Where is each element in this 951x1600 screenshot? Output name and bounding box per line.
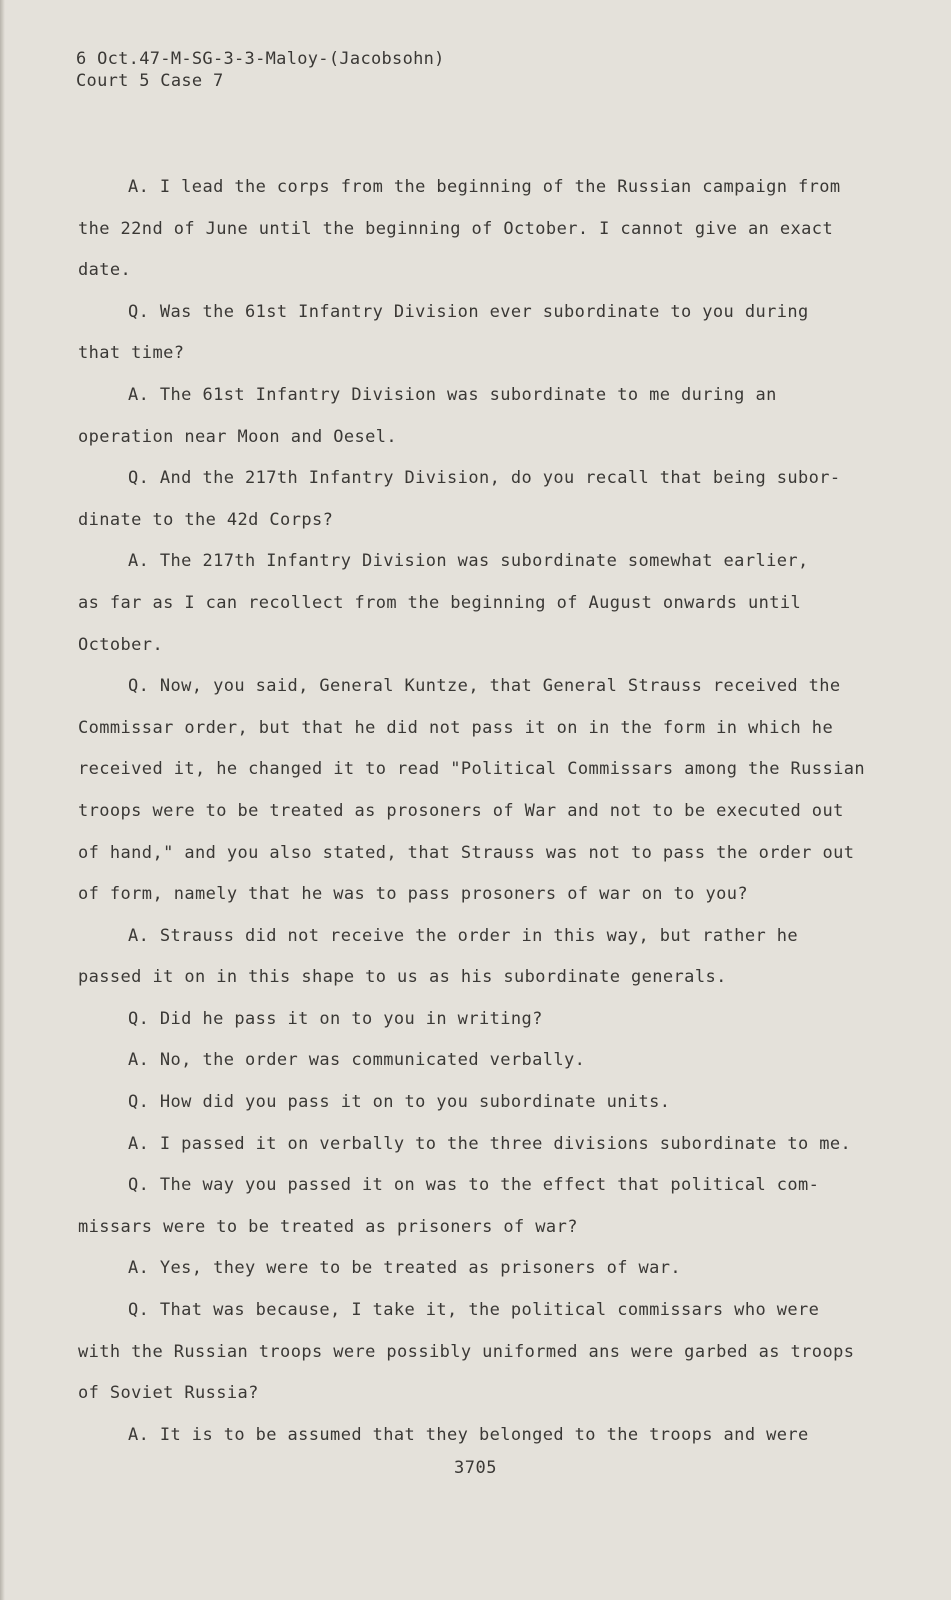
document-header: [76, 48, 445, 92]
transcript-paragraph: [78, 666, 865, 916]
transcript-line: A. Yes, they were to be treated as prisoners of war.: [128, 1258, 682, 1279]
page-edge: [0, 0, 5, 1600]
transcript-line: date.: [78, 260, 132, 281]
transcript-body: [78, 167, 865, 1456]
transcript-line: October.: [78, 634, 164, 655]
transcript-paragraph: [78, 1165, 848, 1248]
transcript-line: received it, he changed it to read "Political Commissars among the Russian: [78, 759, 865, 780]
transcript-paragraph: [78, 1290, 855, 1415]
transcript-line: Q. Did he pass it on to you in writing?: [128, 1008, 543, 1029]
transcript-line: of hand," and you also stated, that Strauss was not to pass the order out: [78, 842, 855, 863]
transcript-line: passed it on in this shape to us as his subordinate generals.: [78, 967, 727, 988]
transcript-line: operation near Moon and Oesel.: [78, 426, 398, 447]
transcript-paragraph: [78, 292, 848, 375]
transcript-paragraph: [78, 999, 848, 1041]
transcript-line: A. I passed it on verbally to the three divisions subordinate to me.: [128, 1133, 852, 1154]
transcript-paragraph: [78, 167, 848, 292]
transcript-line: dinate to the 42d Corps?: [78, 509, 334, 530]
transcript-line: troops were to be treated as prosoners of War and not to be executed out: [78, 800, 844, 821]
header-court-line: Court 5 Case 7: [76, 71, 224, 91]
transcript-line: of Soviet Russia?: [78, 1383, 259, 1404]
transcript-line: A. The 61st Infantry Division was subordinate to me during an: [128, 384, 777, 405]
transcript-line: of form, namely that he was to pass prosoners of war on to you?: [78, 884, 748, 905]
transcript-line: Q. That was because, I take it, the political commissars who were: [128, 1300, 820, 1321]
transcript-line: Q. And the 217th Infantry Division, do you recall that being subor-: [128, 468, 841, 489]
transcript-paragraph: [78, 375, 848, 458]
transcript-line: as far as I can recollect from the beginning of August onwards until: [78, 592, 802, 613]
transcript-line: A. The 217th Infantry Division was subordinate somewhat earlier,: [128, 551, 809, 572]
transcript-line: A. It is to be assumed that they belonged to the troops and were: [128, 1424, 809, 1445]
header-reference-line: 6 Oct.47-M-SG-3-3-Maloy-(Jacobsohn): [76, 49, 445, 69]
transcript-paragraph: [78, 1415, 848, 1457]
transcript-paragraph: [78, 1248, 848, 1290]
transcript-line: A. No, the order was communicated verbally.: [128, 1050, 586, 1071]
transcript-paragraph: [78, 458, 848, 541]
transcript-line: Q. Was the 61st Infantry Division ever subordinate to you during: [128, 301, 809, 322]
transcript-line: Commissar order, but that he did not pass it on in the form in which he: [78, 717, 834, 738]
transcript-line: with the Russian troops were possibly uniformed ans were garbed as troops: [78, 1341, 855, 1362]
transcript-line: A. Strauss did not receive the order in this way, but rather he: [128, 925, 798, 946]
transcript-line: Q. Now, you said, General Kuntze, that General Strauss received the: [128, 676, 841, 697]
transcript-paragraph: [78, 1124, 852, 1166]
transcript-paragraph: [78, 541, 848, 666]
page-number: 3705: [454, 1458, 497, 1478]
transcript-paragraph: [78, 916, 848, 999]
transcript-paragraph: [78, 1040, 848, 1082]
transcript-line: that time?: [78, 343, 185, 364]
transcript-line: missars were to be treated as prisoners of war?: [78, 1216, 578, 1237]
transcript-line: the 22nd of June until the beginning of October. I cannot give an exact: [78, 218, 834, 239]
transcript-line: Q. How did you pass it on to you subordinate units.: [128, 1092, 671, 1113]
transcript-line: A. I lead the corps from the beginning of the Russian campaign from: [128, 177, 841, 197]
transcript-paragraph: [78, 1082, 848, 1124]
transcript-line: Q. The way you passed it on was to the effect that political com-: [128, 1175, 820, 1196]
